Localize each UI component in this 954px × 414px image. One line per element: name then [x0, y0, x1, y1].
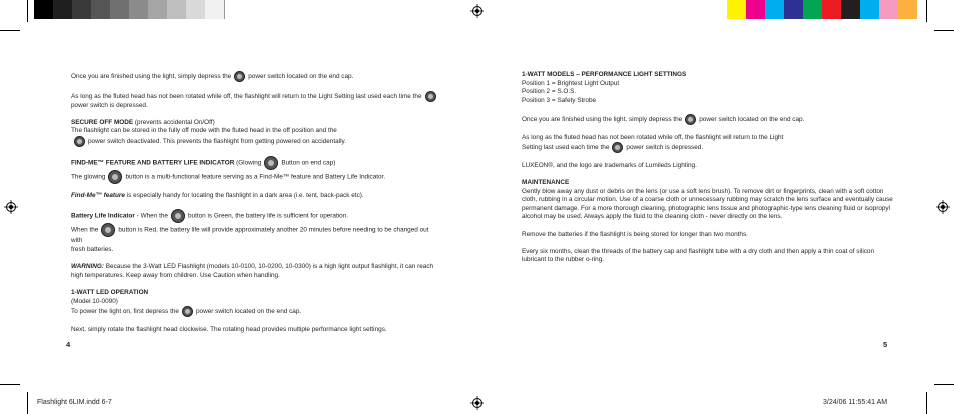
paragraph: The glowing button is a multi-functional feature serving as a Find-Me™ feature and Battery Life Indicator.	[71, 170, 441, 184]
crop-mark	[0, 30, 20, 31]
gray-swatch	[110, 0, 130, 19]
crop-mark	[934, 384, 954, 385]
power-switch-icon	[234, 71, 245, 82]
section-heading: MAINTENANCE	[522, 178, 570, 186]
paragraph: (Model 10-0090) To power the light on, first depress the power switch located on the end cap.	[71, 297, 302, 316]
power-switch-icon	[612, 142, 623, 153]
paragraph: As long as the fluted head has not been rotated while off, the flashlight will return to the Light Setting last used each time the power switch is depressed.	[71, 91, 441, 111]
glowing-button-icon	[171, 209, 185, 223]
page-number: 4	[66, 340, 71, 349]
crop-mark	[0, 384, 20, 385]
settings-list	[522, 80, 902, 106]
paragraph: Next, simply rotate the flashlight head clockwise. The rotating head provides multiple performance light settings.	[71, 325, 387, 333]
registration-mark-icon	[470, 4, 484, 18]
paragraph: Once you are finished using the light, simply depress the power switch located on the end cap.	[71, 71, 441, 82]
paragraph: Once you are finished using the light, simply depress the power switch located on the end cap.	[522, 114, 902, 125]
power-switch-icon	[685, 114, 696, 125]
glowing-button-icon	[108, 170, 122, 184]
trademark-note: LUXEON®, and the logo are trademarks of Lumileds Lighting.	[522, 161, 697, 169]
slug-filename: Flashlight 6LIM.indd 6-7	[37, 399, 112, 406]
paragraph: As long as the fluted head has not been rotated while off, the flashlight will return to the Light Setting last used each time the power switch is depressed.	[522, 133, 784, 152]
power-switch-icon	[74, 136, 85, 147]
section-heading: 1-WATT LED OPERATION	[71, 288, 149, 296]
crop-mark	[926, 392, 927, 414]
process-swatch	[727, 0, 746, 19]
paragraph: Find-Me™ feature is especially handy for locating the flashlight in a dark area (i.e. tent, back-pack etc).	[71, 192, 364, 200]
left-page	[71, 71, 441, 334]
process-swatch	[784, 0, 803, 19]
gray-swatch	[167, 0, 187, 19]
warning-paragraph: WARNING: Because the 3-Watt LED Flashlight (models 10-0100, 10-0200, 10-0300) is a high light output flashlight, it can reach high temperatures. Keep away from children. Use Caution when handling.	[71, 263, 434, 279]
paragraph: Battery Life Indicator - When the button is Green, the battery life is sufficient for operation. When the button is Red, the battery life will provide approximately another 20 minutes before needing to be changed out with fresh batteries.	[71, 209, 441, 254]
paragraph: Gently blow away any dust or debris on the lens (or use a soft lens brush). To remove dirt or fingerprints, clean with a soft cotton cloth, rubbing in a circular motion. Use of a coarse cloth or unnecessary rubbing may scratch the lens surface and eventually cause permanent damage. For a more thorough cleaning, photographic lens tissue and photographic-type lens cleaning fluid or isopropyl alcohol may be used. Always apply the fluid to the cleaning cloth - never directly on the lens.	[522, 187, 893, 221]
gray-swatch	[72, 0, 92, 19]
glowing-button-icon	[101, 223, 115, 237]
process-swatch	[860, 0, 879, 19]
list-item: Position 3 = Safety Strobe	[522, 96, 597, 104]
page-number: 5	[883, 340, 888, 349]
gray-swatch	[186, 0, 206, 19]
paragraph: Every six months, clean the threads of the battery cap and flashlight tube with a dry cloth and then apply a thin coat of silicon lubricant to the rubber o-ring.	[522, 247, 875, 264]
power-switch-icon	[182, 306, 193, 317]
registration-mark-icon	[470, 396, 484, 410]
process-swatch	[803, 0, 822, 19]
registration-mark-icon	[936, 200, 950, 214]
registration-mark-icon	[4, 200, 18, 214]
crop-mark	[926, 0, 927, 22]
crop-mark	[934, 30, 954, 31]
process-swatch	[746, 0, 765, 19]
slug-timestamp: 3/24/06 11:55:41 AM	[823, 399, 888, 406]
glowing-button-icon	[264, 156, 278, 170]
paragraph: The flashlight can be stored in the fully off mode with the fluted head in the off position and the power switch deactivated. This prevents the flashlight from getting powered on accidentally.	[71, 127, 347, 146]
gray-swatch	[53, 0, 73, 19]
gray-swatch	[91, 0, 111, 19]
right-page	[522, 71, 902, 265]
process-swatch	[841, 0, 860, 19]
section-heading: FIND-ME™ FEATURE AND BATTERY LIFE INDICATOR (Glowing Button on end cap)	[71, 156, 441, 170]
list-item: Position 2 = S.O.S.	[522, 88, 577, 96]
section-heading: 1-WATT MODELS – PERFORMANCE LIGHT SETTINGS	[522, 71, 687, 78]
gray-swatch	[129, 0, 149, 19]
process-swatch	[898, 0, 917, 19]
process-swatch	[765, 0, 784, 19]
gray-swatch	[148, 0, 168, 19]
gray-swatch	[205, 0, 225, 19]
crop-mark	[27, 0, 28, 22]
crop-mark	[27, 392, 28, 414]
section-heading: SECURE OFF MODE (prevents accidental On/Off)	[71, 118, 215, 126]
gray-swatch	[34, 0, 54, 19]
paragraph: Remove the batteries if the flashlight is being stored for longer than two months.	[522, 230, 748, 238]
process-swatch	[879, 0, 898, 19]
list-item: Position 1 = Brightest Light Output	[522, 79, 620, 87]
process-swatch	[822, 0, 841, 19]
power-switch-icon	[425, 91, 436, 102]
